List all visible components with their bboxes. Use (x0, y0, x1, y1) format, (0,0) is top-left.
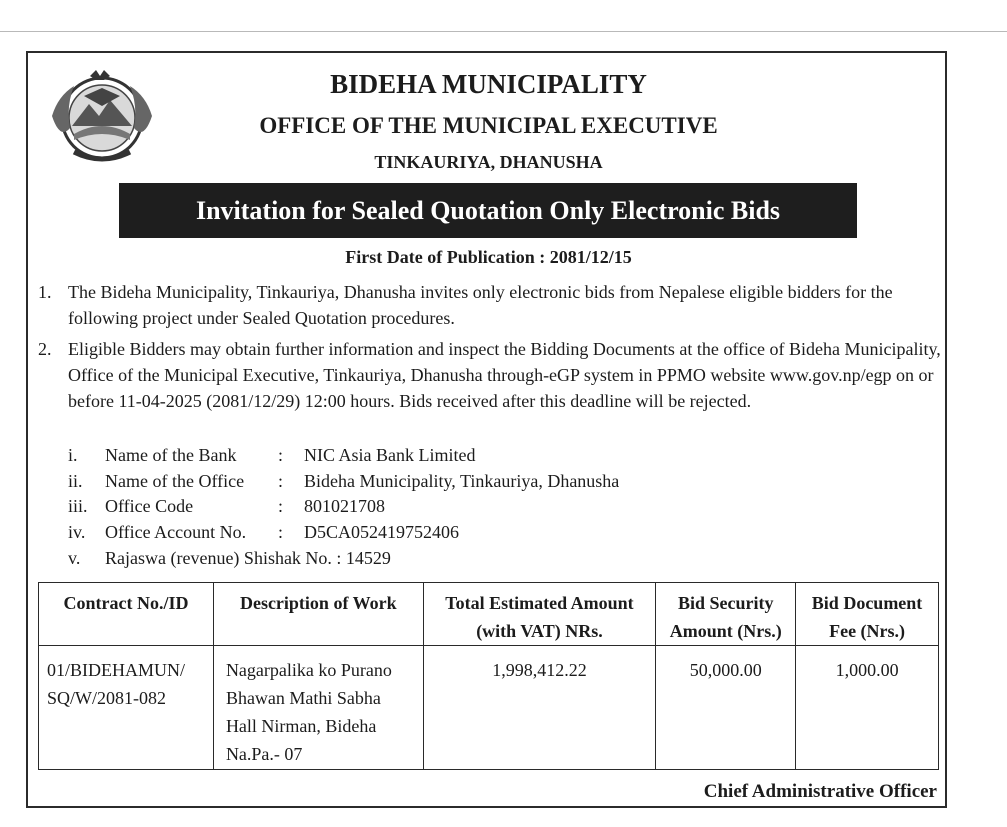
page-top-rule (0, 31, 1007, 32)
bank-detail-roman: i. (68, 445, 78, 465)
cell-bid-security: 50,000.00 (656, 646, 796, 770)
bank-detail-colon: : (278, 445, 284, 465)
office-name: OFFICE OF THE MUNICIPAL EXECUTIVE (259, 113, 718, 138)
bank-detail-colon: : (278, 471, 284, 491)
bank-detail-roman: v. (68, 548, 81, 568)
paragraph-text: The Bideha Municipality, Tinkauriya, Dhanusha invites only electronic bids from Nepalese eligible bidders for the following project under Sealed Quotation procedures. (68, 282, 893, 328)
table-header-row (39, 583, 939, 646)
header-total-amount: Total Estimated Amount (with VAT) NRs. (423, 583, 656, 646)
header-bid-security: Bid Security Amount (Nrs.) (656, 583, 796, 646)
header-document-fee: Bid Document Fee (Nrs.) (796, 583, 939, 646)
bank-detail-colon: : (278, 496, 284, 516)
header-contract-no: Contract No./ID (39, 583, 214, 646)
bank-detail-label: Name of the Bank (105, 445, 237, 465)
bank-detail-roman: iii. (68, 496, 88, 516)
bank-detail-roman: ii. (68, 471, 83, 491)
office-location: TINKAURIYA, DHANUSHA (374, 152, 603, 172)
publication-date: First Date of Publication : 2081/12/15 (345, 247, 632, 267)
bank-detail-colon: : (278, 522, 284, 542)
cell-total-amount: 1,998,412.22 (423, 646, 656, 770)
cell-description: Nagarpalika ko Purano Bhawan Mathi Sabha Hall Nirman, Bideha Na.Pa.- 07 (213, 646, 423, 770)
bank-detail-value: Bideha Municipality, Tinkauriya, Dhanusha (304, 471, 620, 491)
notice-title: Invitation for Sealed Quotation Only Electronic Bids (119, 183, 857, 238)
bank-detail-value: 801021708 (304, 496, 385, 516)
cell-document-fee: 1,000.00 (796, 646, 939, 770)
cell-contract-no: 01/BIDEHAMUN/ SQ/W/2081-082 (39, 646, 214, 770)
bank-detail-value: NIC Asia Bank Limited (304, 445, 476, 465)
table-row (39, 646, 939, 770)
paragraph-number: 1. (38, 282, 52, 302)
bid-table (38, 582, 939, 770)
bank-detail-roman: iv. (68, 522, 86, 542)
bank-detail-value: D5CA052419752406 (304, 522, 460, 542)
bank-detail-text: Rajaswa (revenue) Shishak No. : 14529 (105, 548, 391, 568)
municipality-name: BIDEHA MUNICIPALITY (330, 69, 647, 99)
bank-detail-label: Office Account No. (105, 522, 247, 542)
paragraph-text: Eligible Bidders may obtain further information and inspect the Bidding Documents at the office of Bideha Municipality, Office of the Municipal Executive, Tinkauriya, Dhanusha through-eGP system in PPMO website www.gov.np/egp on or before 11-04-2025 (2081/12/29) 12:00 hours. Bids received after this deadline will be rejected. (68, 339, 941, 411)
bank-detail-label: Office Code (105, 496, 194, 516)
paragraph-number: 2. (38, 339, 52, 359)
bank-detail-label: Name of the Office (105, 471, 245, 491)
header-description: Description of Work (213, 583, 423, 646)
signature-title: Chief Administrative Officer (703, 781, 937, 802)
